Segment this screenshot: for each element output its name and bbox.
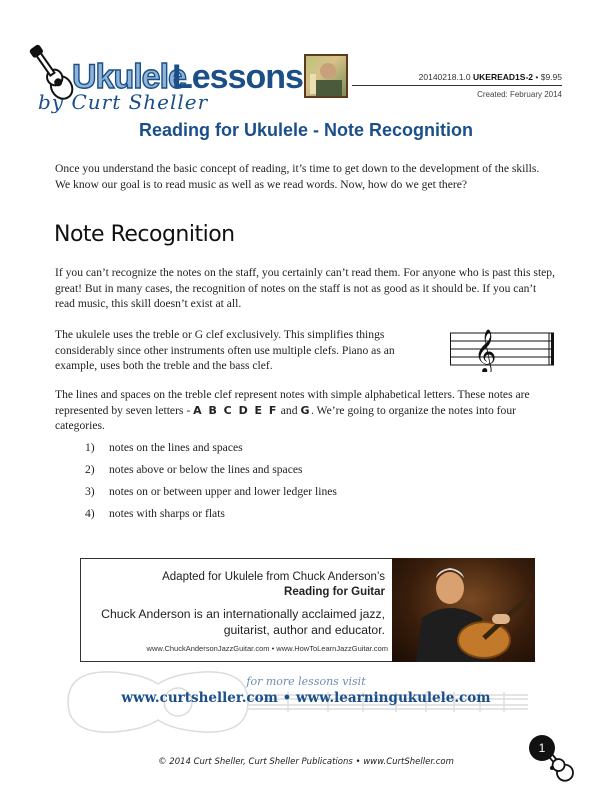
note-letters: A B C D E F [193, 403, 278, 417]
promo-bio: Chuck Anderson is an internationally acclaimed jazz, guitarist, author and educator. [101, 607, 385, 637]
note-letter-g: G [300, 403, 311, 417]
site-links[interactable]: www.curtsheller.com • www.learningukulele.com [121, 690, 491, 706]
list-item-text: notes with sharps or flats [109, 507, 225, 520]
product-code-line [352, 72, 562, 82]
logo-lessons-word: Lessons [172, 58, 303, 96]
created-date: Created: February 2014 [477, 90, 562, 99]
list-item-number: 2) [85, 463, 95, 476]
letters-paragraph-text-3: . We’re going to organize the notes into four categories. [55, 403, 516, 433]
price: • $9.95 [535, 72, 562, 82]
svg-text:𝄞: 𝄞 [474, 329, 497, 372]
list-item-text: notes on or between upper and lower ledger lines [109, 485, 337, 498]
list-item [85, 440, 485, 462]
list-item [85, 462, 485, 484]
product-code-prefix: 20140218.1.0 [418, 72, 471, 82]
header-divider [352, 85, 562, 86]
copyright-line: © 2014 Curt Sheller, Curt Sheller Publications • www.CurtSheller.com [158, 757, 454, 767]
letters-paragraph-text-1: The lines and spaces on the treble clef represent notes with simple alphabetical letters. These notes are represented by seven letters - [55, 388, 530, 417]
letters-paragraph-text-2: and [277, 403, 301, 417]
logo-ukulele-word: Ukulele [72, 58, 186, 96]
promo-book-title: Reading for Guitar [284, 586, 385, 598]
treble-clef-staff-icon [450, 326, 555, 372]
list-item-number: 1) [85, 441, 95, 454]
guitarist-photo [392, 558, 535, 662]
promo-links[interactable]: www.ChuckAndersonJazzGuitar.com • www.HowToLearnJazzGuitar.com [146, 644, 388, 653]
page-title: Reading for Ukulele - Note Recognition [138, 120, 474, 140]
author-portrait [304, 54, 348, 98]
promo-adapted-line: Adapted for Ukulele from Chuck Anderson’s [162, 571, 385, 583]
logo-byline: by Curt Sheller [38, 90, 209, 114]
category-list [85, 440, 485, 528]
list-item-text: notes on the lines and spaces [109, 441, 243, 454]
ukulele-lessons-logo [28, 38, 308, 114]
recognition-paragraph: If you can’t recognize the notes on the staff, you certainly can’t read them. For anyone who is past this step, great! But in many cases, the recognition of notes on the staff is not as good as it should be. If you can’t read music, this skill doesn’t exist at all. [55, 266, 556, 311]
section-heading: Note Recognition [54, 222, 235, 247]
clef-paragraph: The ukulele uses the treble or G clef exclusively. This simplifies things considerably since other instruments often use multiple clefs. Piano as an example, uses both the treble and the bass clef. [55, 328, 395, 373]
page-number: 1 [529, 735, 555, 761]
more-lessons-text: for more lessons visit [246, 675, 366, 688]
list-item-number: 4) [85, 507, 95, 520]
letters-paragraph [55, 387, 555, 434]
list-item [85, 506, 485, 528]
promo-text [90, 570, 385, 638]
intro-paragraph: Once you understand the basic concept of reading, it’s time to get down to the development of the skills. We know our goal is to read music as well as we read words. Now, how do we get there? [55, 162, 540, 191]
product-code: UKEREAD1S-2 [473, 72, 534, 82]
list-item [85, 484, 485, 506]
list-item-text: notes above or below the lines and spaces [109, 463, 303, 476]
list-item-number: 3) [85, 485, 95, 498]
